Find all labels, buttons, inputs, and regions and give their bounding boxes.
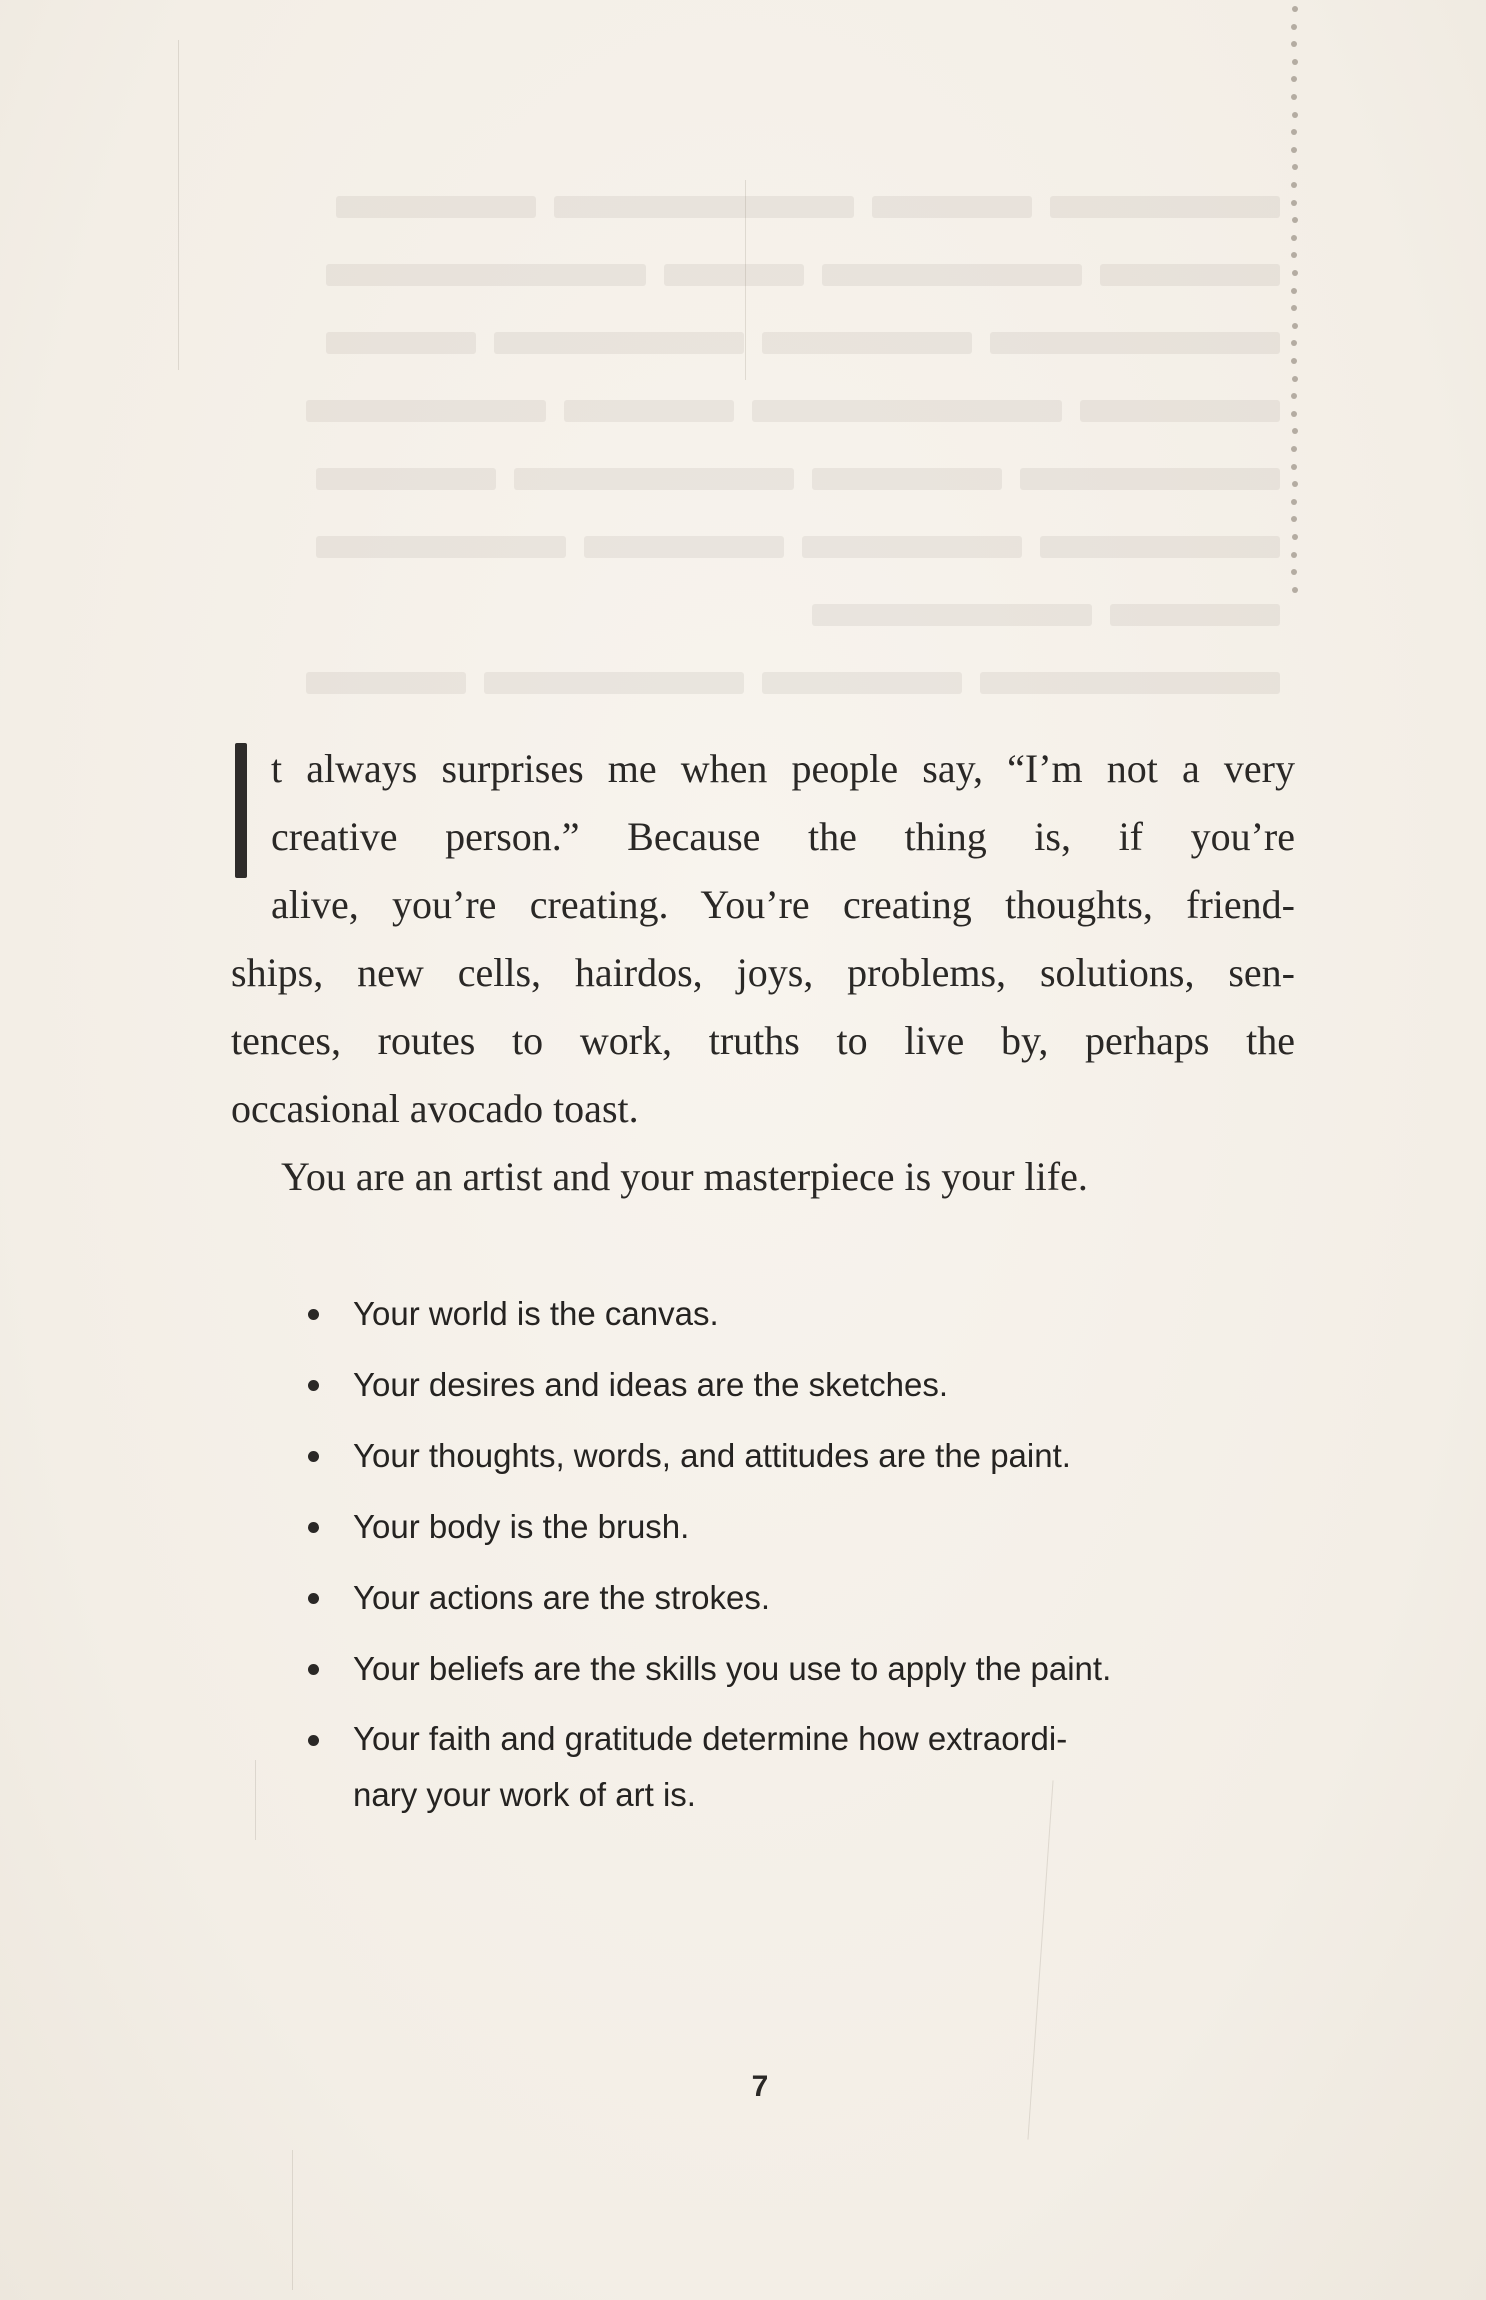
- paragraph-1-line: tences, routes to work, truths to live by, perhaps the: [231, 1018, 1295, 1063]
- list-item-text: Your beliefs are the skills you use to apply the paint.: [353, 1650, 1112, 1687]
- bullet-icon: [308, 1309, 319, 1320]
- bullet-icon: [308, 1735, 319, 1746]
- bullet-list: [300, 1285, 1250, 1836]
- list-item: [300, 1427, 1250, 1485]
- list-item: [300, 1356, 1250, 1414]
- perforation-dot: [1291, 147, 1297, 153]
- bullet-icon: [308, 1451, 319, 1462]
- perforation-dot: [1292, 428, 1298, 434]
- paragraph-1-line: creative person.” Because the thing is, if you’re: [271, 814, 1295, 859]
- paragraph-1-line: alive, you’re creating. You’re creating thoughts, friend-: [271, 882, 1295, 927]
- perforation-dot: [1291, 499, 1297, 505]
- paragraph-1-line: ships, new cells, hairdos, joys, problems, solutions, sen-: [231, 950, 1295, 995]
- perforation-dot: [1292, 587, 1298, 593]
- list-item: [300, 1711, 1250, 1823]
- perforation-dot: [1292, 534, 1298, 540]
- perforation-dot: [1292, 112, 1298, 118]
- list-item-text: Your world is the canvas.: [353, 1295, 719, 1332]
- paragraph-1-full-lines: [231, 939, 1295, 1143]
- list-item-line: nary your work of art is.: [353, 1776, 696, 1813]
- perforation-dot: [1292, 270, 1298, 276]
- list-item-text: Your actions are the strokes.: [353, 1579, 771, 1616]
- perforation-dot: [1292, 217, 1298, 223]
- perforation-dot: [1291, 569, 1297, 575]
- perforation-dot: [1291, 129, 1297, 135]
- bullet-icon: [308, 1522, 319, 1533]
- bullet-icon: [308, 1380, 319, 1391]
- list-item-text: Your thoughts, words, and attitudes are the paint.: [353, 1437, 1071, 1474]
- perforation-dot: [1292, 323, 1298, 329]
- perforation-dot: [1292, 164, 1298, 170]
- list-item-text: Your body is the brush.: [353, 1508, 690, 1545]
- page-number: 7: [751, 2070, 769, 2103]
- perforation-dot: [1291, 94, 1297, 100]
- perforation-dot: [1292, 59, 1298, 65]
- paragraph-2: You are an artist and your masterpiece is your life.: [281, 1154, 1088, 1199]
- paragraph-1-line: t always surprises me when people say, “I’m not a very: [271, 746, 1295, 791]
- bleed-through-text: [230, 170, 1280, 714]
- drop-cap-bar: [235, 743, 247, 878]
- perforation-dot: [1291, 200, 1297, 206]
- perforation-dot: [1291, 516, 1297, 522]
- paragraph-1-line: occasional avocado toast.: [231, 1086, 639, 1131]
- perforation-dot: [1291, 76, 1297, 82]
- drop-cap: [231, 743, 251, 878]
- perforation-dot: [1291, 464, 1297, 470]
- crease-line: [255, 1760, 256, 1840]
- list-item: [300, 1285, 1250, 1343]
- bullet-icon: [308, 1593, 319, 1604]
- perforation-dot: [1291, 393, 1297, 399]
- perforation-dot: [1291, 358, 1297, 364]
- perforation-dot: [1291, 552, 1297, 558]
- perforation-dot: [1291, 235, 1297, 241]
- perforation-dot: [1291, 340, 1297, 346]
- list-item-text: Your desires and ideas are the sketches.: [353, 1366, 948, 1403]
- crease-line: [745, 180, 746, 380]
- perforation-dot: [1291, 41, 1297, 47]
- perforation-dot: [1291, 288, 1297, 294]
- perforation-dot: [1292, 481, 1298, 487]
- list-item: [300, 1569, 1250, 1627]
- perforation-dot: [1292, 6, 1298, 12]
- crease-line: [178, 40, 179, 370]
- perforation-edge: [1291, 0, 1299, 620]
- perforation-dot: [1291, 446, 1297, 452]
- perforation-dot: [1291, 305, 1297, 311]
- crease-line: [292, 2150, 293, 2290]
- list-item-text: [353, 1711, 1233, 1823]
- perforation-dot: [1291, 182, 1297, 188]
- paragraph-1-indented-lines: [271, 735, 1295, 939]
- perforation-dot: [1292, 376, 1298, 382]
- list-item-line: Your faith and gratitude determine how extraordi-: [353, 1720, 1068, 1757]
- perforation-dot: [1291, 24, 1297, 30]
- bullet-icon: [308, 1664, 319, 1675]
- perforation-dot: [1291, 252, 1297, 258]
- list-item: [300, 1498, 1250, 1556]
- list-item: [300, 1640, 1250, 1698]
- perforation-dot: [1291, 411, 1297, 417]
